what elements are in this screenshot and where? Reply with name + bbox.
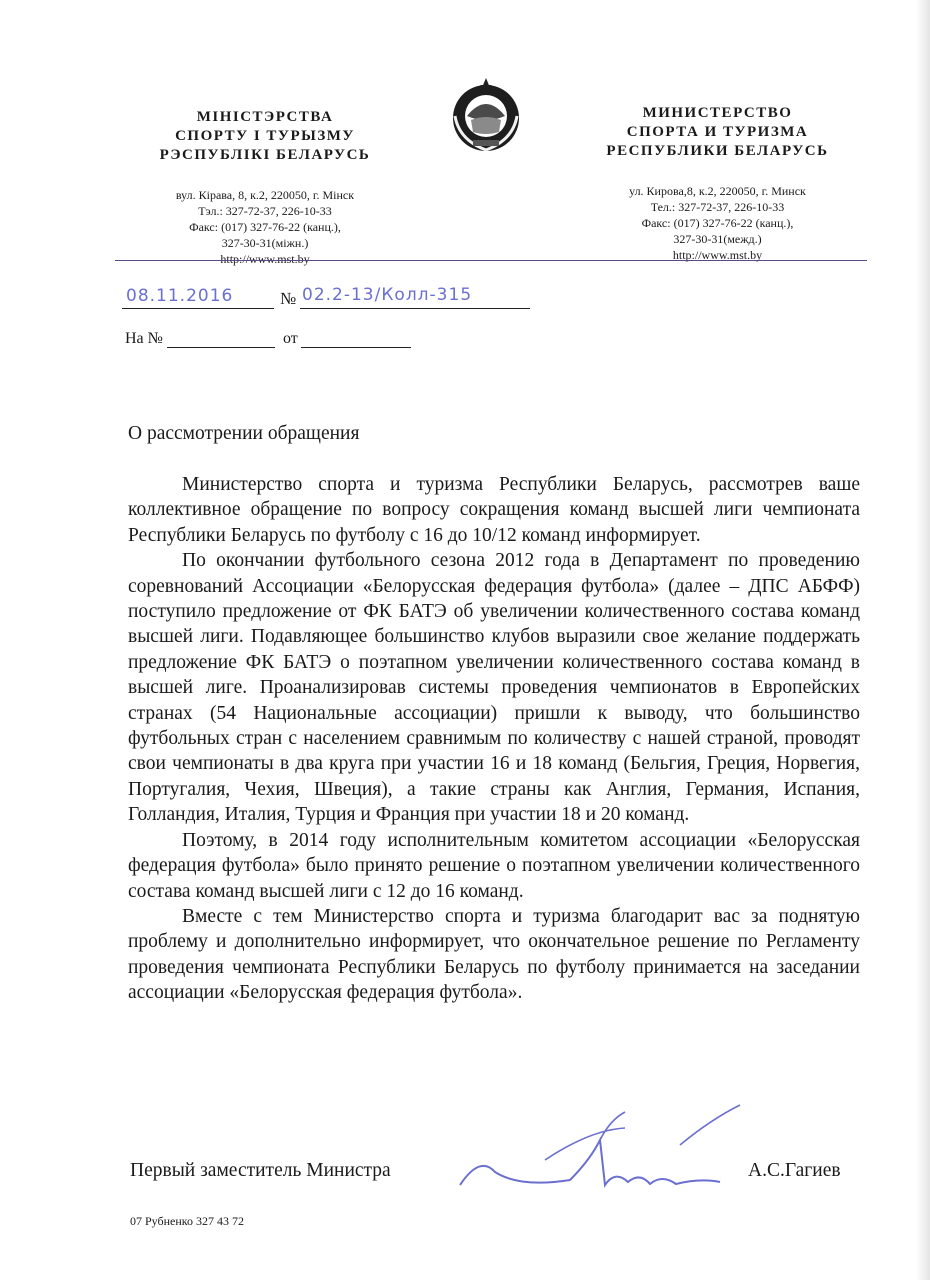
registration-line (122, 282, 682, 312)
header-divider (115, 260, 867, 261)
number-label: № (280, 289, 297, 308)
letter-subject: О рассмотрении обращения (128, 423, 360, 444)
reply-date-label: от (283, 330, 298, 347)
executor-note: 07 Рубненко 327 43 72 (130, 1214, 245, 1228)
number-underline (300, 308, 530, 309)
org-name-russian: МИНИСТЕРСТВО СПОРТА И ТУРИЗМА РЕСПУБЛИКИ БЕЛАРУСЬ (606, 105, 829, 159)
registration-number: 02.2-13/Колл-315 (302, 285, 473, 305)
paragraph: По окончании футбольного сезона 2012 года в Департамент по проведению соревнований Ассоциации «Белорусская федерация футбола» (далее – ДПС АБФФ) поступило предложение от ФК БАТЭ об увеличении количественного состава команд высшей лиги. Подавляющее большинство клубов выразили свое желание поддержать предложение ФК БАТЭ о поэтапном увеличении количественного состава команд в высшей лиге. Проанализировав системы проведения чемпионатов в Европейских странах (54 Национальные ассоциации) пришли к выводу, что большинство футбольных стран с населением сравнимым по количеству с нашей страной, проводят свои чемпионаты в два круга при участии 16 и 18 команд (Бельгия, Греция, Норвегия, Португалия, Чехия, Швеция), а такие страны как Англия, Германия, Испания, Голландия, Италия, Турция и Франция при участии 18 и 20 команд. (128, 550, 860, 826)
reply-date-blank (301, 347, 411, 348)
paragraph: Министерство спорта и туризма Республики Беларусь, рассмотрев ваше коллективное обращение по вопросу сокращения команд высшей лиги чемпионата Республики Беларусь по футболу с 16 до 10/12 команд информирует. (128, 474, 860, 546)
reply-number-label: На № (125, 330, 163, 347)
reply-reference-line (125, 330, 425, 354)
coat-of-arms-emblem (447, 74, 525, 154)
paragraph: Поэтому, в 2014 году исполнительным комитетом ассоциации «Белорусская федерация футбола» было принято решение о поэтапном увеличении количественного состава команд высшей лиги с 12 до 16 команд. (128, 829, 860, 902)
handwritten-signature (450, 1100, 750, 1200)
letter-body (128, 472, 860, 1006)
header-left (120, 108, 410, 267)
scan-edge-shadow (916, 0, 930, 1280)
org-name-belarusian: МІНІСТЭРСТВА СПОРТУ І ТУРЫЗМУ РЭСПУБЛІКІ БЕЛАРУСЬ (159, 109, 371, 163)
org-contacts-belarusian: вул. Кірава, 8, к.2, 220050, г. Мінск Тэл.: 327-72-37, 226-10-33 Факс: (017) 327-76-22 (канц.), 327-30-31(міжн.) http://www.mst.by (175, 188, 355, 266)
signatory-name: А.С.Гагиев (748, 1160, 841, 1181)
org-contacts-russian: ул. Кирова,8, к.2, 220050, г. Минск Тел.: 327-72-37, 226-10-33 Факс: (017) 327-76-22 (канц.), 327-30-31(межд.) http://www.mst.by (629, 184, 806, 262)
paragraph: Вместе с тем Министерство спорта и туризма благодарит вас за поднятую проблему и дополнительно информирует, что окончательное решение по Регламенту проведения чемпионата Республики Беларусь по футболу принимается на заседании ассоциации «Белорусская федерация футбола». (128, 905, 860, 1004)
header-right (575, 104, 860, 263)
date-underline (122, 308, 274, 309)
reply-number-blank (167, 347, 275, 348)
signatory-position: Первый заместитель Министра (130, 1160, 391, 1181)
registration-date: 08.11.2016 (126, 286, 234, 306)
